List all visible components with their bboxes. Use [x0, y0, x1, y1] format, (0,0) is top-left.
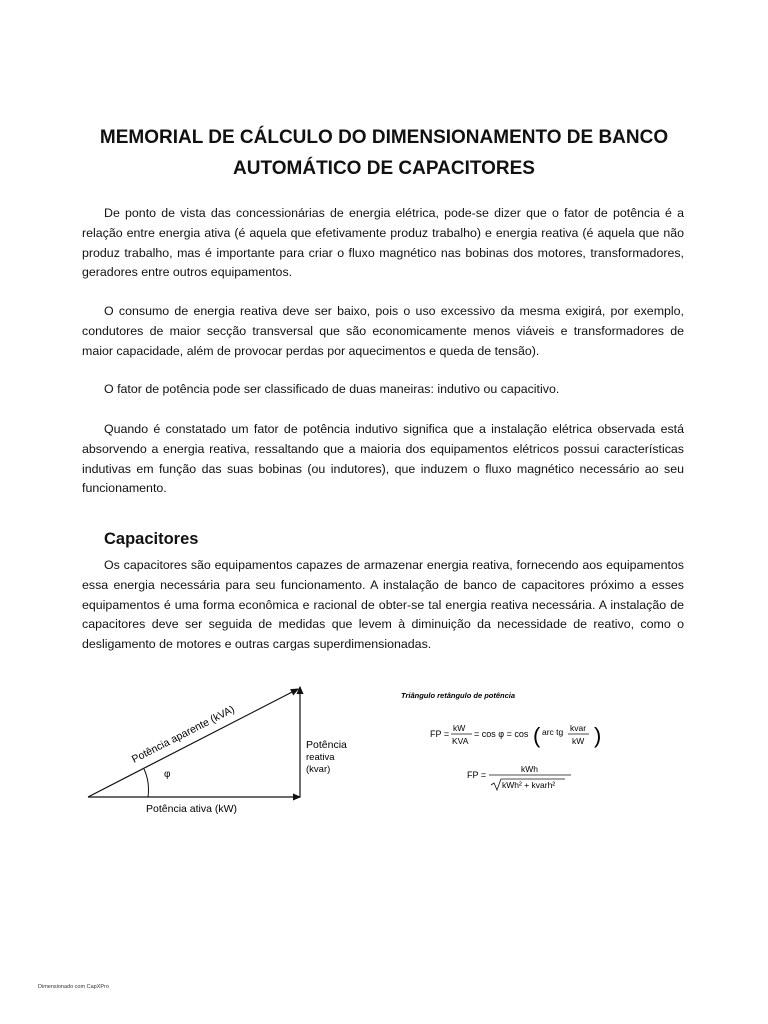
- fp-label-2: FP =: [467, 770, 487, 780]
- kva-denominator: KVA: [452, 736, 469, 746]
- footer-credit: Dimensionado com CapXPro: [38, 984, 109, 990]
- hypotenuse-label: Potência aparente (kVA): [129, 703, 237, 766]
- paragraph-1: De ponto de vista das concessionárias de energia elétrica, pode-se dizer que o fator de potência é a relação entre energia ativa (é aquela que efetivamente produz trabalho) e energia reativa (é aquela que não produz trabalho, mas é importante para criar o fluxo magnético nas bobinas dos motores, transformadores, geradores entre outros equipamentos.: [82, 206, 684, 280]
- right-paren: ): [594, 723, 602, 748]
- kvar-numerator: kvar: [570, 723, 587, 733]
- fp-label-1: FP =: [430, 729, 450, 739]
- title-line-1: MEMORIAL DE CÁLCULO DO DIMENSIONAMENTO DE BANCO: [99, 127, 669, 148]
- paragraph-4: Quando é constatado um fator de potência indutivo significa que a instalação elétrica observada está absorvendo a energia reativa, ressaltando que a maioria dos equipamentos elétricos possui características indutivas em função das suas bobinas (ou indutores), que induzem o fluxo magnético necessário ao seu funcionamento.: [82, 422, 684, 496]
- section-heading-capacitores: Capacitores: [104, 530, 199, 548]
- document-title: [60, 122, 708, 184]
- vertical-label-2: reativa: [306, 752, 335, 763]
- arctg-label: arc tg: [542, 727, 564, 737]
- base-label: Potência ativa (kW): [146, 803, 238, 815]
- hypotenuse-arrow: [88, 689, 298, 797]
- kw-denominator: kW: [572, 736, 585, 746]
- cos-equation: = cos φ = cos: [474, 729, 529, 739]
- kwh-numerator: kWh: [521, 764, 538, 774]
- vertical-label-3: (kvar): [306, 764, 331, 775]
- power-factor-formulas: [395, 686, 635, 796]
- sqrt-content: kWh² + kvarh²: [502, 780, 556, 790]
- paragraph-capacitores: Os capacitores são equipamentos capazes de armazenar energia reativa, fornecendo aos equipamentos essa energia necessária para seu funcionamento. A instalação de banco de capacitores próximo a esses equipamentos é uma forma econômica e racional de obter-se tal energia reativa necessária. A instalação de capacitores deve ser seguida de medidas que levem à diminuição da necessidade de reativo, como o desligamento de motores e outras cargas superdimensionadas.: [82, 558, 684, 652]
- paragraph-3: O fator de potência pode ser classificado de duas maneiras: indutivo ou capacitivo.: [104, 382, 560, 396]
- paragraph-2: O consumo de energia reativa deve ser baixo, pois o uso excessivo da mesma exigirá, por exemplo, condutores de maior secção transversal que são economicamente menos viáveis e transformadores de maior capacidade, além de provocar perdas por aquecimentos e queda de tensão).: [82, 304, 684, 358]
- power-triangle-diagram: [84, 676, 384, 826]
- title-line-2: AUTOMÁTICO DE CAPACITORES: [233, 158, 535, 179]
- angle-arc: [144, 769, 149, 797]
- left-paren: (: [533, 723, 541, 748]
- angle-label: φ: [164, 769, 171, 780]
- vertical-label-1: Potência: [306, 739, 347, 751]
- formula-caption: Triângulo retângulo de potência: [401, 691, 516, 700]
- kw-numerator: kW: [453, 723, 466, 733]
